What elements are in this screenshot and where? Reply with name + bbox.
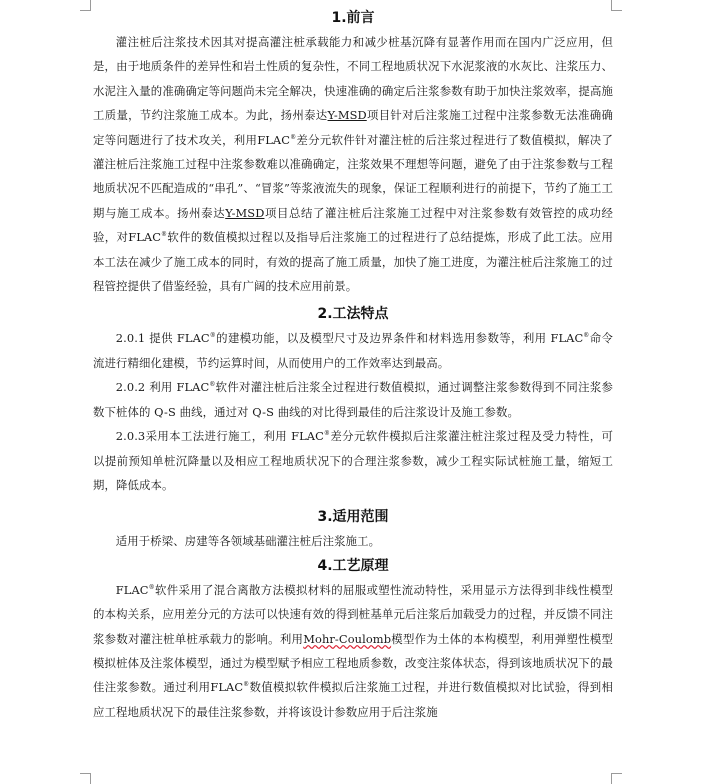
- section-2-item-1: 2.0.1 提供 FLAC®的建模功能，以及模型尺寸及边界条件和材料选用参数等，利用 FLAC®命令流进行精细化建模，节约运算时间，从而使用户的工作效率达到最高。: [93, 331, 613, 370]
- page-corner-mark-top-left: [80, 0, 91, 11]
- section-heading-4: 4.工艺原理: [317, 557, 389, 574]
- section-2-item-3: 2.0.3采用本工法进行施工，利用 FLAC®差分元软件模拟后注浆灌注桩注浆过程及受力特性，可以提前预知单桩沉降量以及相应工程地质状况下的合理注浆参数，减少工程实际试桩施工量，缩短工期，降低成本。: [93, 429, 613, 492]
- section-heading-1: 1.前言: [331, 10, 375, 26]
- section-heading-2: 2.工法特点: [317, 306, 389, 323]
- section-4-paragraph: FLAC®软件采用了混合离散方法模拟材料的屈服或塑性流动特性，采用显示方法得到非线性模型的本构关系，应用差分元的方法可以快速有效的得到桩基单元后注浆后加载受力的过程，并反馈不同注浆参数对灌注桩单桩承载力的影响。利用Mohr-Coulomb模型作为土体的本构模型，利用弹塑性模型模拟桩体及注浆体模型，通过为模型赋予相应工程地质参数，改变注浆体状态，得到该地质状况下的最佳注浆参数。通过利用FLAC®数值模拟软件模拟后注浆施工过程，并进行数值模拟对比试验，得到相应工程地质状况下的最佳注浆参数，并将该设计参数应用于后注浆施: [93, 582, 614, 719]
- page-corner-mark-bottom-right: [611, 773, 622, 784]
- document-body: [93, 6, 613, 724]
- page-corner-mark-bottom-left: [80, 773, 91, 784]
- section-heading-3: 3.适用范围: [317, 509, 389, 526]
- section-2-item-2: 2.0.2 利用 FLAC®软件对灌注桩后注浆全过程进行数值模拟，通过调整注浆参数得到不同注浆参数下桩体的 Q-S 曲线，通过对 Q-S 曲线的对比得到最佳的后注浆设计及施工参数。: [93, 380, 613, 419]
- section-1-paragraph: 灌注桩后注浆技术因其对提高灌注桩承载能力和减少桩基沉降有显著作用而在国内广泛应用，但是，由于地质条件的差异性和岩土性质的复杂性，不同工程地质状况下水泥浆液的水灰比、注浆压力、水泥注入量的准确确定等问题尚未完全解决，快速准确的确定后注浆参数有助于加快注浆效率，提高施工质量，节约注浆施工成本。为此，扬州泰达Y-MSD项目针对后注浆施工过程中注浆参数无法准确确定等问题进行了技术攻关，利用FLAC®差分元软件针对灌注桩的后注浆过程进行了数值模拟，解决了灌注桩后注浆施工过程中注浆参数难以准确确定，注浆效果不理想等问题，避免了由于注浆参数与工程地质状况不匹配造成的“串孔”、“冒浆”等浆液流失的现象，保证工程顺利进行的前提下，节约了施工工期与施工成本。扬州泰达Y-MSD项目总结了灌注桩后注浆施工过程中对注浆参数有效管控的成功经验，对FLAC®软件的数值模拟过程以及指导后注浆施工的过程进行了总结提炼，形成了此工法。应用本工法在减少了施工成本的同时，有效的提高了施工质量，加快了施工进度，为灌注桩后注浆施工的过程管控提供了借鉴经验，具有广阔的技术应用前景。: [93, 35, 613, 294]
- section-3-paragraph: 适用于桥梁、房建等各领域基础灌注桩后注浆施工。: [115, 534, 381, 549]
